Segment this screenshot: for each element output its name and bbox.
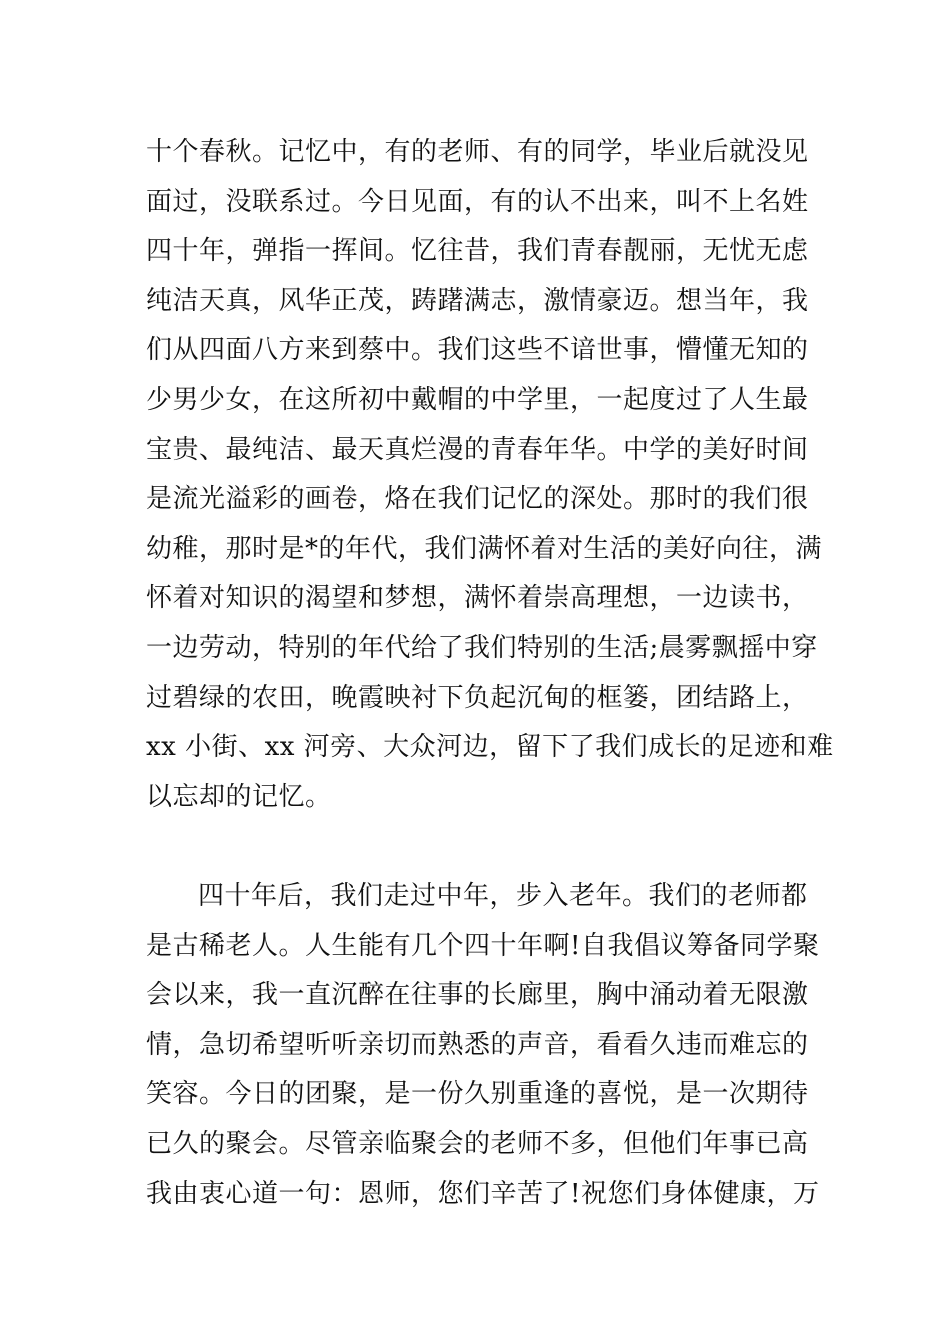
paragraph-line: 会以来，我一直沉醉在往事的长廊里，胸中涌动着无限激 (146, 980, 809, 1011)
paragraph-line: 已久的聚会。尽管亲临聚会的老师不多，但他们年事已高 (146, 1128, 809, 1159)
paragraph-line: 们从四面八方来到蔡中。我们这些不谙世事，懵懂无知的 (146, 335, 809, 366)
paragraph-line: 少男少女，在这所初中戴帽的中学里，一起度过了人生最 (146, 384, 809, 415)
paragraph-2 (146, 872, 836, 1219)
paragraph-line: 四十年后，我们走过中年，步入老年。我们的老师都 (198, 881, 808, 911)
paragraph-line: 笑容。今日的团聚，是一份久别重逢的喜悦，是一次期待 (146, 1079, 809, 1110)
paragraph-line: 是古稀老人。人生能有几个四十年啊!自我倡议筹备同学聚 (146, 930, 820, 961)
paragraph-line: 面过，没联系过。今日见面，有的认不出来，叫不上名姓 (146, 186, 809, 217)
paragraph-line: 纯洁天真，风华正茂，踌躇满志，激情豪迈。想当年，我 (146, 285, 809, 316)
paragraph-line: 是流光溢彩的画卷，烙在我们记忆的深处。那时的我们很 (146, 484, 809, 515)
paragraph-line: xx 小街、xx 河旁、大众河边，留下了我们成长的足迹和难 (146, 732, 834, 763)
paragraph-line: 四十年，弹指一挥间。忆往昔，我们青春靓丽，无忧无虑 (146, 236, 809, 267)
paragraph-line: 幼稚，那时是*的年代，我们满怀着对生活的美好向往，满 (146, 533, 823, 564)
paragraph-line: 情，急切希望听听亲切而熟悉的声音，看看久违而难忘的 (146, 1029, 809, 1060)
paragraph-1 (146, 128, 836, 822)
paragraph-line: 一边劳动，特别的年代给了我们特别的生活;晨雾飘摇中穿 (146, 632, 818, 663)
paragraph-line: 怀着对知识的渴望和梦想，满怀着崇高理想，一边读书， (146, 583, 809, 614)
paragraph-line: 以忘却的记忆。 (146, 781, 332, 812)
paragraph-line: 十个春秋。记忆中，有的老师、有的同学，毕业后就没见 (146, 137, 809, 167)
paragraph-line: 我由衷心道一句：恩师，您们辛苦了!祝您们身体健康，万 (146, 1178, 820, 1209)
paragraph-line: 过碧绿的农田，晚霞映衬下负起沉甸的框篓，团结路上， (146, 682, 809, 713)
paragraph-line: 宝贵、最纯洁、最天真烂漫的青春年华。中学的美好时间 (146, 434, 809, 465)
